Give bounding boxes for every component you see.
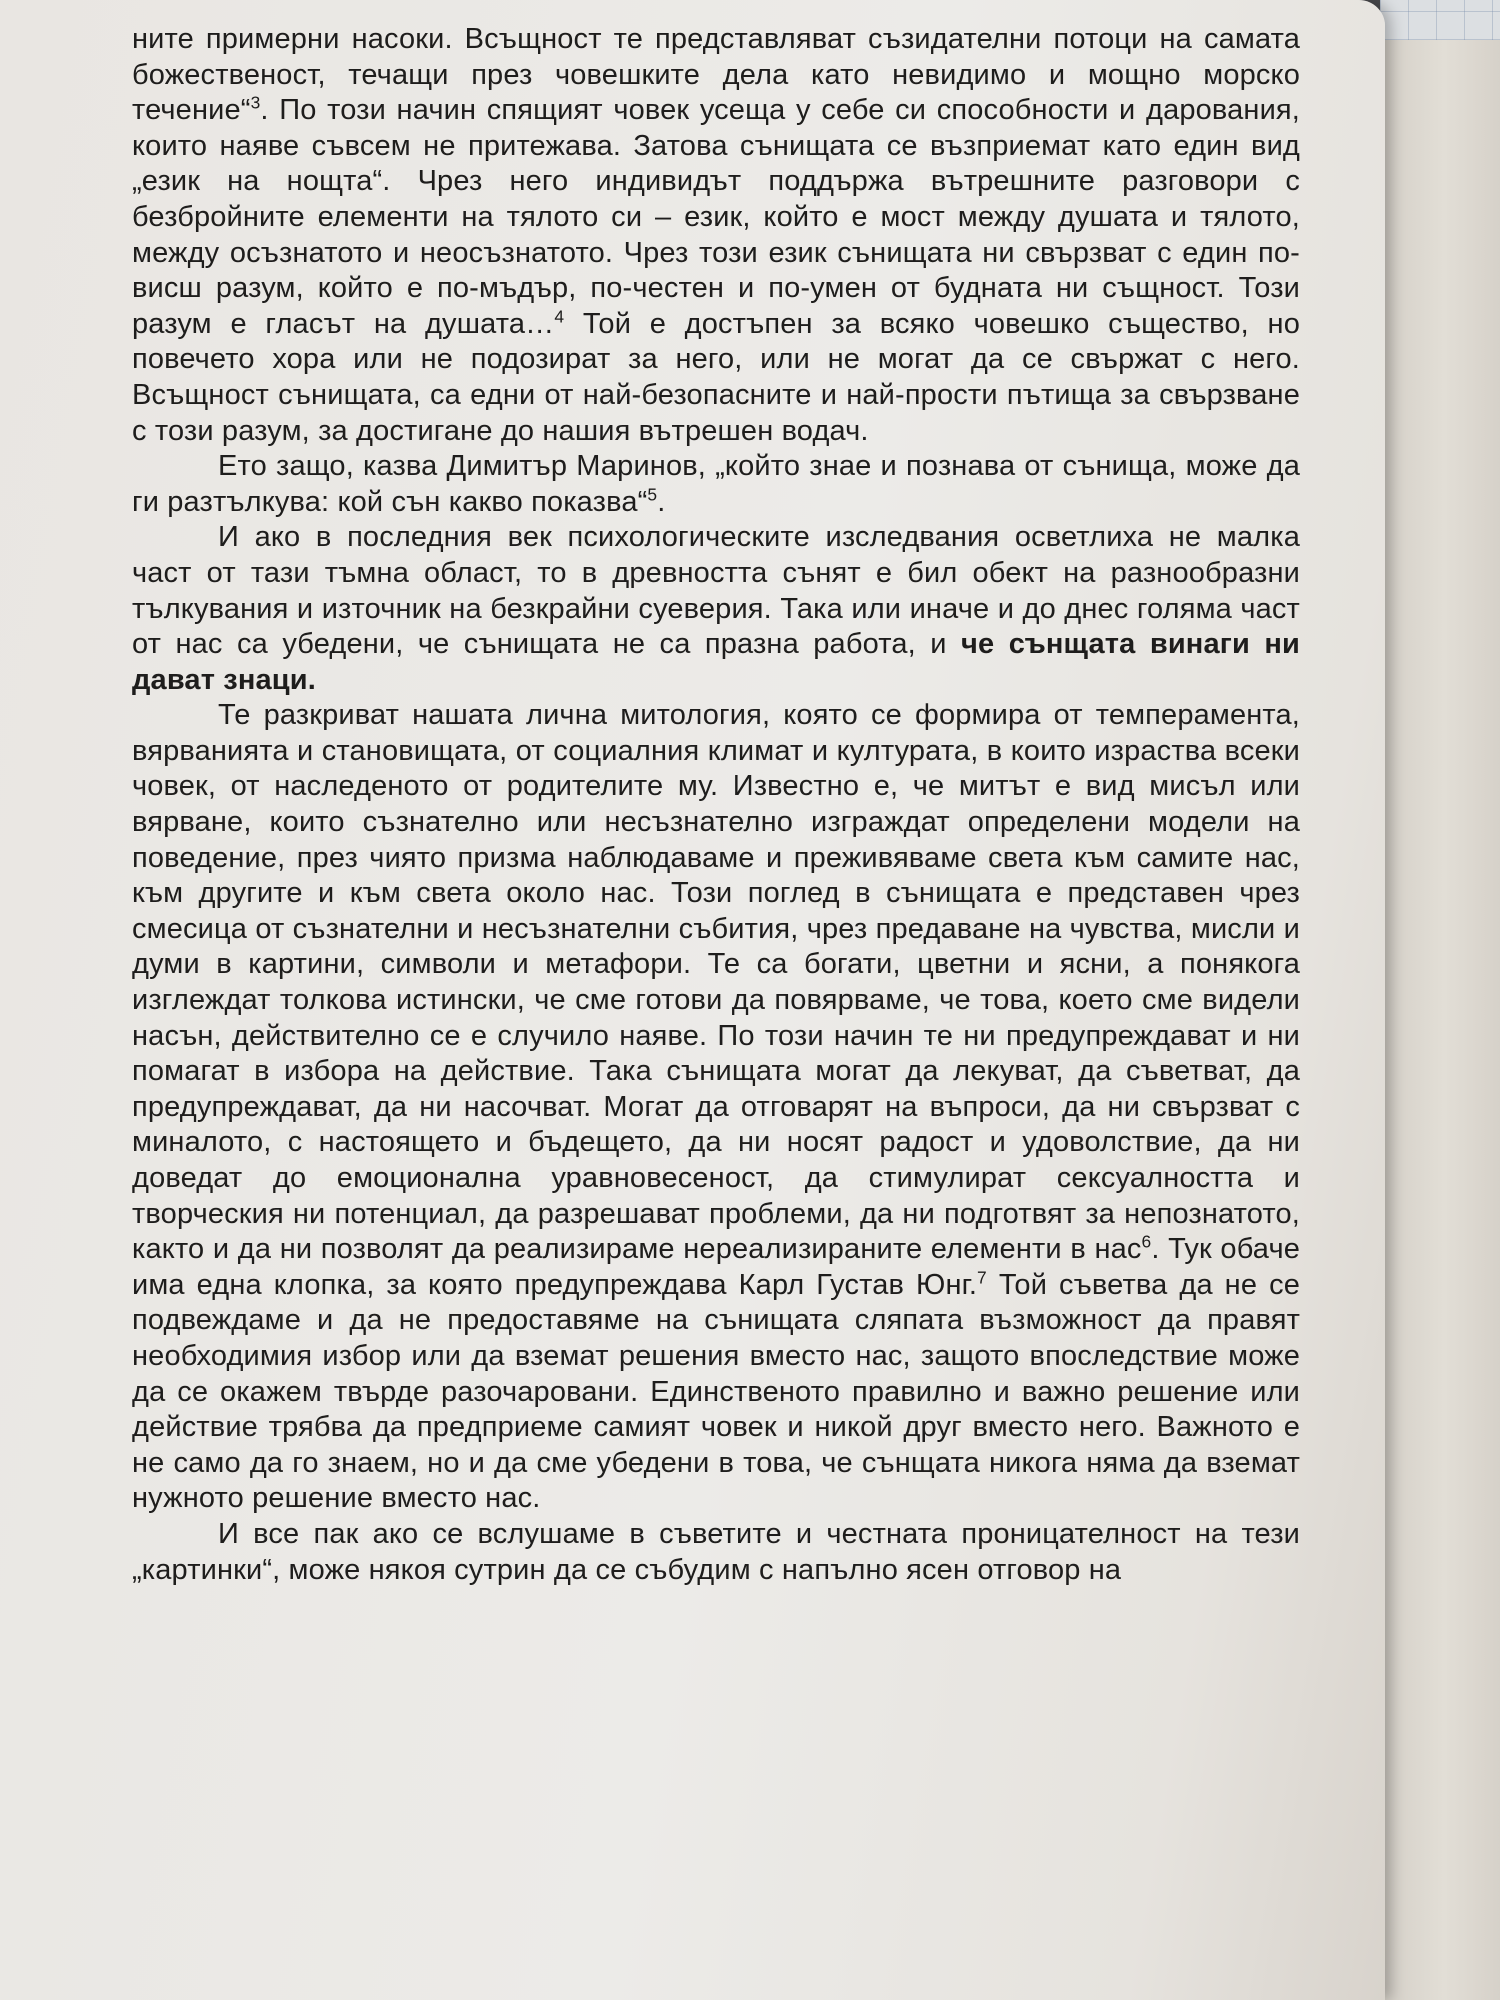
text-run: И ако в последния век психологическите изследвания осветлиха не малка част от тази тъмна област, то в древността сънят е бил обект на разнообразни тълкувания и източник на безкрайни суеверия. Така или иначе и до днес голяма част от нас са убедени, че сънищата не са празна работа, и bbox=[132, 521, 1300, 661]
text-run: . По този начин спящият човек усеща у себе си способности и дарования, които наяве съвсем не притежава. Затова сънищата се възприемат като един вид „език на нощта“. Чрез него индивидът поддържа вътрешните разговори с безбройните елементи на тялото си – език, който е мост между душата и тялото, между осъзнатото и неосъзнатото. Чрез този език сънищата ни свързват с един по-висш разум, който е по-мъдър, по-честен и по-умен от будната ни същност. Този разум е гласът на душата… bbox=[132, 94, 1300, 340]
text-run: Ето защо, казва Димитър Маринов, „който знае и познава от сънища, може да ги разтълкува: кой сън какво показва“ bbox=[132, 450, 1300, 518]
footnote-ref: 6 bbox=[1141, 1231, 1152, 1252]
footnote-ref: 4 bbox=[554, 306, 565, 327]
text-run: И все пак ако се вслушаме в съветите и честната проницателност на тези „картинки“, може някоя сутрин да се събудим с напълно ясен отговор на bbox=[132, 1517, 1300, 1586]
text-run: . bbox=[657, 485, 666, 518]
page-text-body bbox=[132, 22, 1300, 1588]
paragraph bbox=[132, 698, 1300, 1517]
text-run: Той съветва да не се подвеждаме и да не предоставяме на сънищата сляпата възможност да правят необходимия избор или да вземат решения вместо нас, защото впоследствие може да се окажем твърде разочаровани. Единственото правилно и важно решение или действие трябва да предприеме самият човек и никой друг вместо него. Важното е не само да го знаем, но и да сме убедени в това, че сънщата никога няма да вземат нужното решение вместо нас. bbox=[132, 1268, 1300, 1515]
paragraph bbox=[132, 1517, 1300, 1588]
text-run: Той е достъпен за всяко човешко същество, но повечето хора или не подозират за него, или не могат да се свържат с него. Всъщност сънищата, са едни от най-безопасните и най-прости пътища за свързване с този разум, за достигане до нашия вътрешен водач. bbox=[132, 307, 1300, 447]
bold-text: че сънщата винаги ни дават знаци. bbox=[132, 628, 1300, 696]
footnote-ref: 7 bbox=[977, 1267, 987, 1288]
paragraph bbox=[132, 22, 1300, 449]
text-run: Те разкриват нашата лична митология, която се формира от темперамента, вярванията и становищата, от социалния климат и културата, в които израства всеки човек, от наследеното от родителите му. Известно е, че митът е вид мисъл или вярване, които съзнателно или несъзнателно изграждат определени модели на поведение, през чиято призма наблюдаваме и преживяваме света към самите нас, към другите и към света около нас. Този поглед в сънищата е представен чрез смесица от съзнателни и несъзнателни събития, чрез предаване на чувства, мисли и думи в картини, символи и метафори. Те са богати, цветни и ясни, а понякога изглеждат толкова истински, че сме готови да повярваме, че това, което сме видели насън, действително се е случило наяве. По този начин те ни предупреждават и ни помагат в избора на действие. Така сънищата могат да лекуват, да съветват, да предупреждават, да ни насочват. Могат да отговарят на въпроси, да ни свързват с миналото, с настоящето и бъдещето, да ни носят радост и удоволствие, да ни доведат до емоционална уравновесеност, да стимулират сексуалността и творческия ни потенциал, да разрешават проблеми, да ни подготвят за непознатото, както и да ни позволят да реализираме нереализираните елементи в нас bbox=[132, 699, 1300, 1266]
footnote-ref: 5 bbox=[647, 484, 658, 505]
text-run: . Тук обаче има една клопка, за която предупреждава Карл Густав Юнг. bbox=[132, 1233, 1300, 1301]
paragraph bbox=[132, 449, 1300, 520]
footnote-ref: 3 bbox=[250, 92, 261, 113]
text-run: ните примерни насоки. Всъщност те представляват съзидателни потоци на самата божественост, течащи през човешките дела като невидимо и мощно морско течение“ bbox=[132, 23, 1300, 127]
paragraph bbox=[132, 520, 1300, 698]
